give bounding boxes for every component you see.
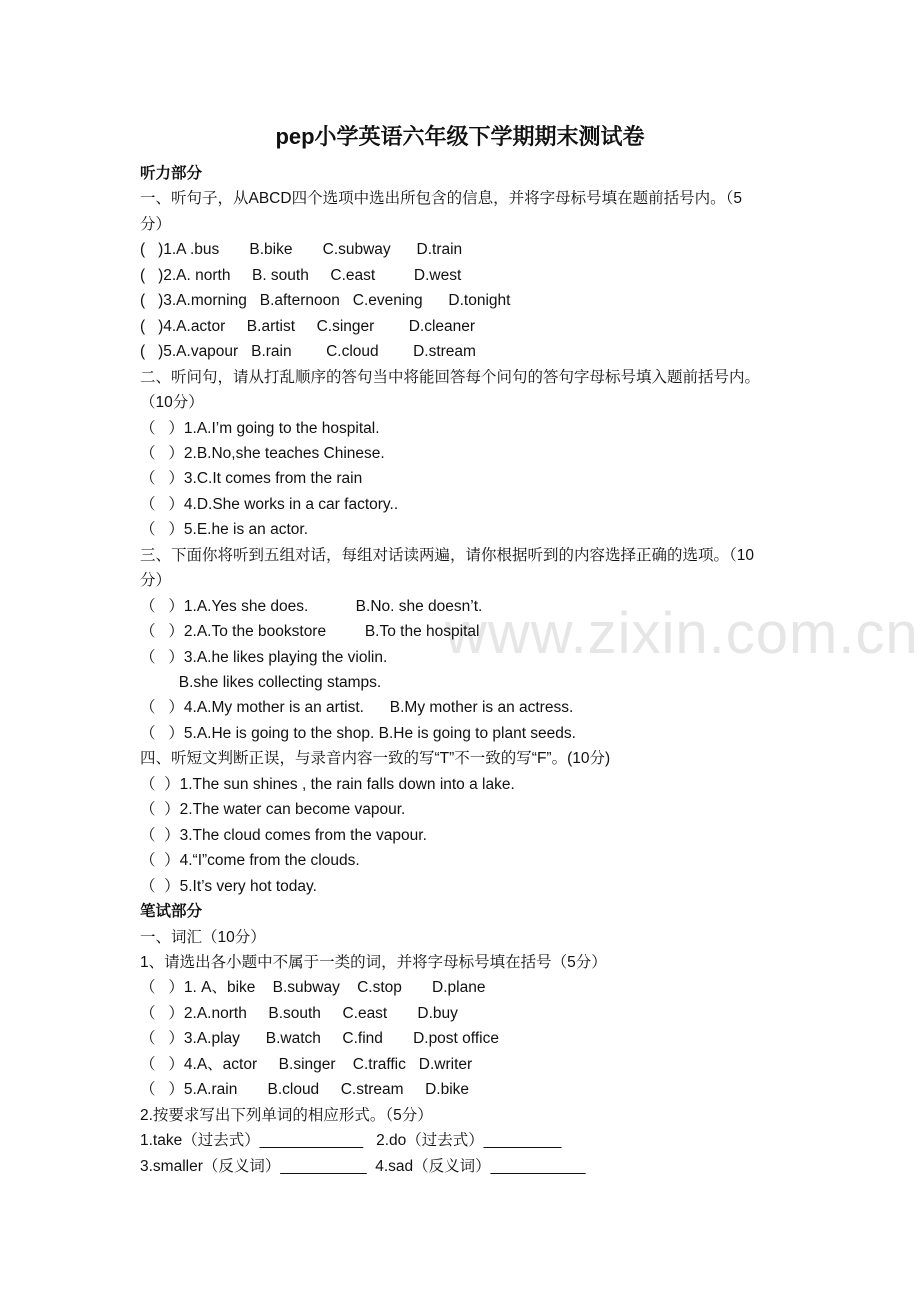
text-line: 一、听句子，从ABCD四个选项中选出所包含的信息，并将字母标号填在题前括号内。（5 [140,190,742,207]
text-line: （ ）5.E.he is an actor. [140,521,308,538]
section-heading: 笔试部分 [140,903,203,920]
text-line: （ ）1.A.Yes she does. B.No. she doesn’t. [140,598,483,615]
text-line: （ ）5.A.rain B.cloud C.stream D.bike [140,1081,470,1098]
text-line: 1、请选出各小题中不属于一类的词，并将字母标号填在括号（5分） [140,954,607,971]
text-line: 2.按要求写出下列单词的相应形式。（5分） [140,1107,433,1124]
text-line: （ ）5.A.He is going to the shop. B.He is going to plant seeds. [140,725,576,742]
text-line: （ ）3.The cloud comes from the vapour. [140,827,427,844]
text-line: 分） [140,572,172,589]
text-line: （ ）4.A.My mother is an artist. B.My mother is an actress. [140,699,574,716]
text-line: （ ）1. A、bike B.subway C.stop D.plane [140,979,486,996]
text-line: （ ）1.The sun shines , the rain falls down into a lake. [140,776,515,793]
text-line: （ ）1.A.I’m going to the hospital. [140,420,380,437]
text-line: （ ）2.B.No,she teaches Chinese. [140,445,385,462]
text-line: （ ）2.The water can become vapour. [140,801,406,818]
text-line: （ ）3.A.play B.watch C.find D.post office [140,1030,499,1047]
text-line: 三、下面你将听到五组对话，每组对话读两遍，请你根据听到的内容选择正确的选项。（10 [140,547,754,564]
text-line: （ ）2.A.To the bookstore B.To the hospital [140,623,480,640]
text-line: ( )3.A.morning B.afternoon C.evening D.tonight [140,292,511,309]
section-heading: 听力部分 [140,165,203,182]
text-line: ( )5.A.vapour B.rain C.cloud D.stream [140,343,476,360]
text-line: （ ）4.A、actor B.singer C.traffic D.writer [140,1056,473,1073]
text-line: 一、词汇（10分） [140,929,266,946]
text-line: ( )2.A. north B. south C.east D.west [140,267,462,284]
text-line: 1.take（过去式）____________ 2.do（过去式）_________ [140,1132,562,1149]
text-line: 3.smaller（反义词）__________ 4.sad（反义词）___________ [140,1158,586,1175]
page-title: pep小学英语六年级下学期期末测试卷 [275,124,645,149]
text-line: 二、听问句，请从打乱顺序的答句当中将能回答每个问句的答句字母标号填入题前括号内。 [140,369,761,386]
watermark: www.zixin.com.cn [445,601,919,666]
text-line: B.she likes collecting stamps. [140,674,382,691]
text-line: 四、听短文判断正误，与录音内容一致的写“T”不一致的写“F”。(10分) [140,750,611,767]
text-line: （ ）3.C.It comes from the rain [140,470,363,487]
text-line: ( )4.A.actor B.artist C.singer D.cleaner [140,318,476,335]
text-line: （ ）4.D.She works in a car factory.. [140,496,399,513]
text-line: 分） [140,216,172,233]
text-line: （ ）3.A.he likes playing the violin. [140,649,388,666]
text-line: ( )1.A .bus B.bike C.subway D.train [140,241,463,258]
text-line: （10分） [140,394,204,411]
text-line: （ ）2.A.north B.south C.east D.buy [140,1005,458,1022]
text-line: （ ）5.It’s very hot today. [140,878,317,895]
text-line: （ ）4.“I”come from the clouds. [140,852,360,869]
